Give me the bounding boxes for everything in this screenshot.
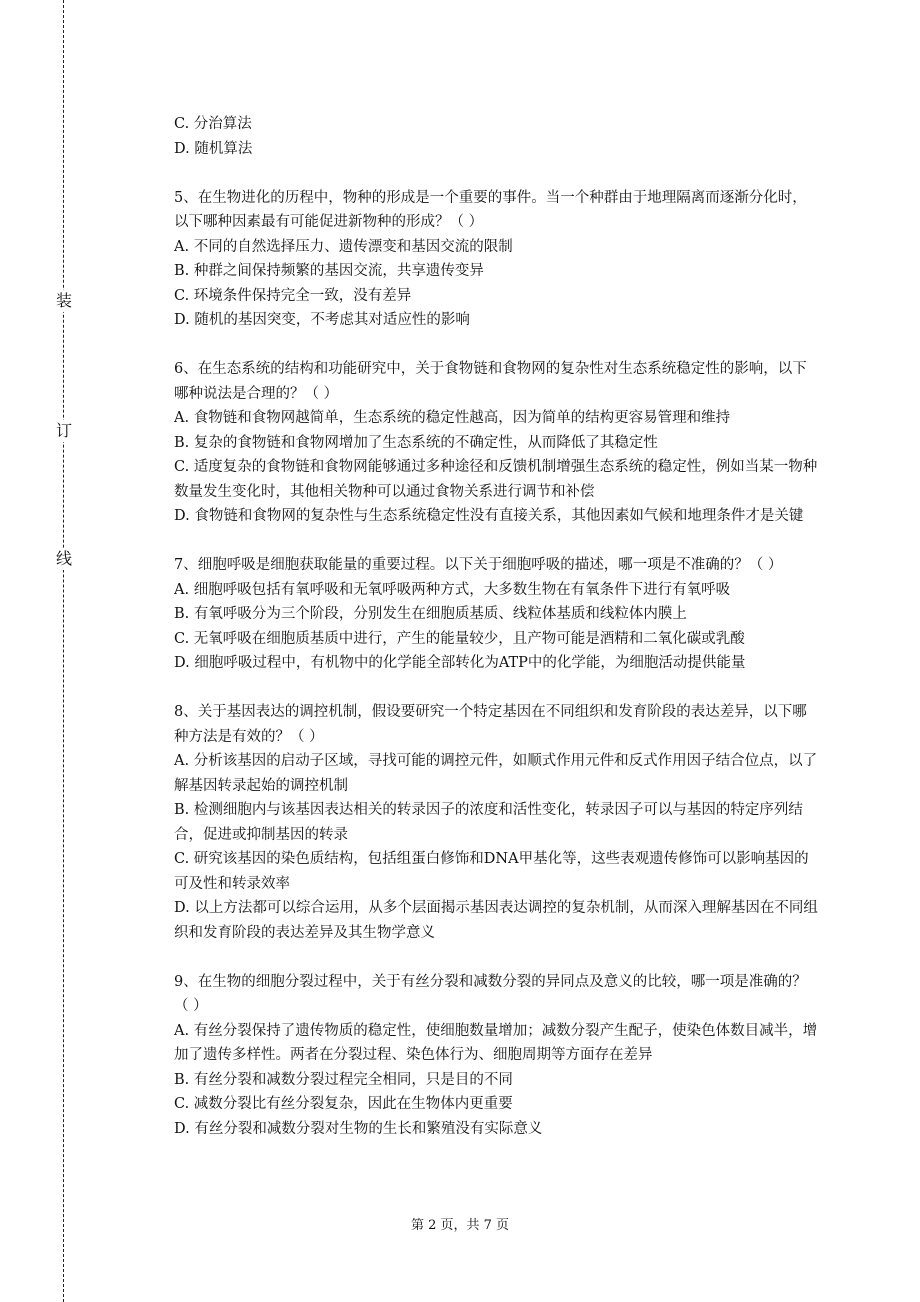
option-d: D. 以上方法都可以综合运用，从多个层面揭示基因表达调控的复杂机制，从而深入理解基因在不同组织和发育阶段的表达差异及其生物学意义 (174, 900, 818, 941)
binding-mark-zhuang: 装 (55, 291, 72, 310)
option-c: C. 分治算法 (174, 116, 252, 132)
question-9 (174, 970, 820, 1142)
binding-dashed-line (63, 0, 64, 1302)
option-b: B. 检测细胞内与该基因表达相关的转录因子的浓度和活性变化，转录因子可以与基因的特定序列结合，促进或抑制基因的转录 (174, 802, 803, 843)
question-8 (174, 700, 820, 945)
question-stem: 5、在生物进化的历程中，物种的形成是一个重要的事件。当一个种群由于地理隔离而逐渐分化时，以下哪种因素最有可能促进新物种的形成？（ ） (174, 189, 807, 230)
question-5 (174, 186, 820, 333)
option-c: C. 适度复杂的食物链和食物网能够通过多种途径和反馈机制增强生态系统的稳定性，例如当某一物种数量发生变化时，其他相关物种可以通过食物关系进行调节和补偿 (174, 459, 818, 500)
question-6 (174, 357, 820, 529)
option-b: B. 有丝分裂和减数分裂过程完全相同，只是目的不同 (174, 1071, 513, 1088)
question-stem: 9、在生物的细胞分裂过程中，关于有丝分裂和减数分裂的异同点及意义的比较，哪一项是准确的？（ ） (174, 973, 807, 1014)
question-4-continued (174, 112, 820, 161)
option-d: D. 随机算法 (174, 140, 253, 157)
question-stem: 6、在生态系统的结构和功能研究中，关于食物链和食物网的复杂性对生态系统稳定性的影响，以下哪种说法是合理的？（ ） (174, 361, 807, 402)
option-c: C. 研究该基因的染色质结构，包括组蛋白修饰和DNA甲基化等，这些表观遗传修饰可以影响基因的可及性和转录效率 (174, 851, 809, 892)
option-b: B. 种群之间保持频繁的基因交流，共享遗传变异 (174, 263, 484, 279)
page-number: 第 2 页，共 7 页 (410, 1218, 510, 1233)
option-d: D. 随机的基因突变，不考虑其对适应性的影响 (174, 312, 470, 328)
option-a: A. 有丝分裂保持了遗传物质的稳定性，使细胞数量增加；减数分裂产生配子，使染色体数目减半，增加了遗传多样性。两者在分裂过程、染色体行为、细胞周期等方面存在差异 (174, 1022, 818, 1063)
option-a: A. 食物链和食物网越简单，生态系统的稳定性越高，因为简单的结构更容易管理和维持 (174, 410, 731, 426)
option-a: A. 细胞呼吸包括有氧呼吸和无氧呼吸两种方式，大多数生物在有氧条件下进行有氧呼吸 (174, 581, 731, 598)
binding-mark-xian: 线 (55, 549, 72, 568)
option-d: D. 食物链和食物网的复杂性与生态系统稳定性没有直接关系，其他因素如气候和地理条件才是关键 (174, 508, 804, 524)
option-c: C. 环境条件保持完全一致，没有差异 (174, 287, 412, 304)
option-a: A. 不同的自然选择压力、遗传漂变和基因交流的限制 (174, 238, 513, 255)
binding-mark-ding: 订 (55, 421, 72, 440)
option-b: B. 复杂的食物链和食物网增加了生态系统的不确定性，从而降低了其稳定性 (174, 434, 658, 451)
option-d: D. 细胞呼吸过程中，有机物中的化学能全部转化为ATP中的化学能，为细胞活动提供能量 (174, 655, 746, 671)
option-b: B. 有氧呼吸分为三个阶段，分别发生在细胞质基质、线粒体基质和线粒体内膜上 (174, 606, 687, 622)
question-stem: 7、细胞呼吸是细胞获取能量的重要过程。以下关于细胞呼吸的描述，哪一项是不准确的？（ ） (174, 557, 783, 573)
question-list (174, 112, 820, 1166)
question-7 (174, 553, 820, 676)
option-c: C. 减数分裂比有丝分裂复杂，因此在生物体内更重要 (174, 1096, 513, 1112)
option-c: C. 无氧呼吸在细胞质基质中进行，产生的能量较少，且产物可能是酒精和二氧化碳或乳酸 (174, 630, 745, 647)
option-a: A. 分析该基因的启动子区域，寻找可能的调控元件，如顺式作用元件和反式作用因子结合位点，以了解基因转录起始的调控机制 (174, 753, 818, 794)
question-stem: 8、关于基因表达的调控机制，假设要研究一个特定基因在不同组织和发育阶段的表达差异，以下哪种方法是有效的？（ ） (174, 704, 807, 745)
option-d: D. 有丝分裂和减数分裂对生物的生长和繁殖没有实际意义 (174, 1120, 543, 1137)
